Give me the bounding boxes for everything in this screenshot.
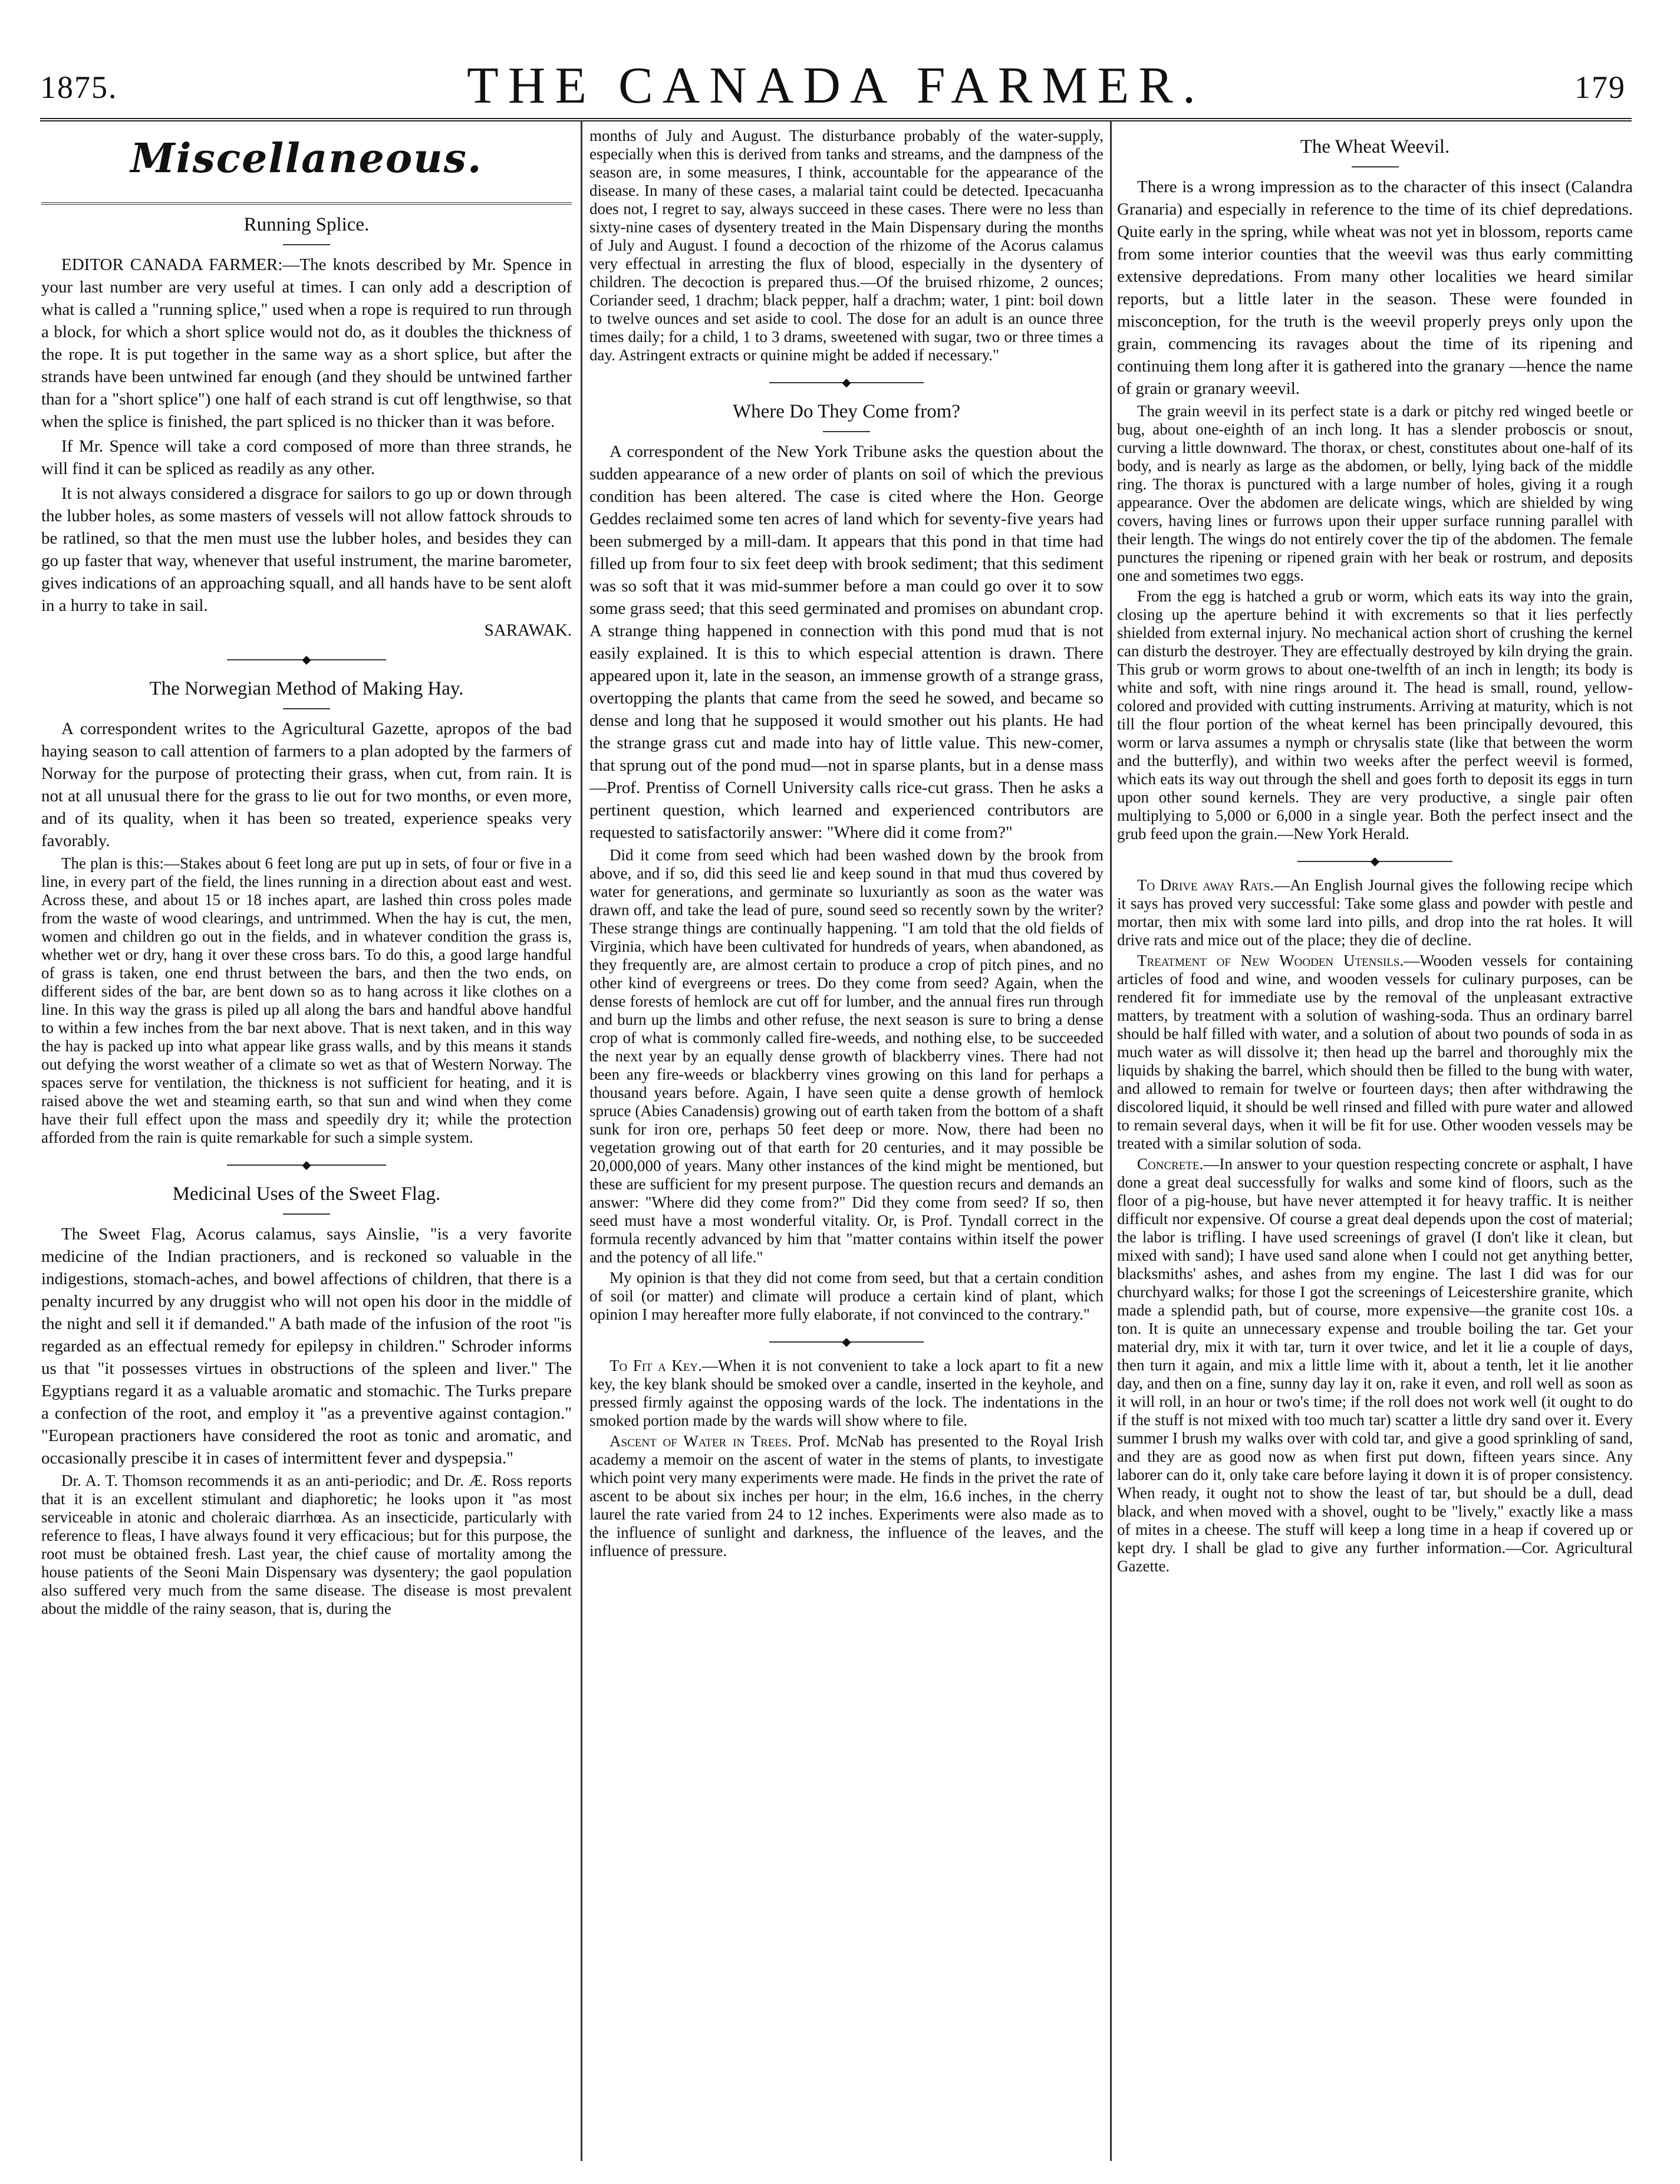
article-signature: SARAWAK. xyxy=(484,621,572,640)
article-paragraph: There is a wrong impression as to the character of this insect (Calandra Granaria) and especially in reference to the time of its chief depredations. Quite early in the spring, while wheat was not yet in blossom, reports came from some interior counties that the weevil was thus early committing extensive depredations. From many other localities we heard similar reports, but a little later in the season. These were founded in misconception, for the truth is the weevil properly preys only upon the grain, commencing its ravages about the time of its ripening and continuing them long after it is gathered into the granary —hence the name of grain or granary weevil. xyxy=(1117,177,1633,398)
item-lead: Ascent of Water in Trees. xyxy=(610,1432,792,1450)
item-concrete xyxy=(1117,1155,1633,1575)
article-title-wheat-weevil: The Wheat Weevil. xyxy=(1300,136,1450,157)
page-number: 179 xyxy=(1574,70,1626,105)
article-paragraph: It is not always considered a disgrace for sailors to go up or down through the lubber holes, as some masters of vessels will not allow fattock shrouds to be ratlined, so that the men must use the lubber holes, and besides they can go up faster that way, whenever that useful instrument, the marine barometer, gives indications of an approaching squall, and all hands have to be sent aloft in a hurry to take in sail. xyxy=(41,484,572,615)
issue-year: 1875. xyxy=(40,70,118,105)
article-paragraph: My opinion is that they did not come from seed, but that a certain condition of soil (or matter) and climate will produce a certain kind of plant, which opinion I may hereafter more fully elaborate, if not convinced to the contrary." xyxy=(589,1269,1103,1323)
article-separator xyxy=(1117,853,1633,870)
item-lead: To Drive away Rats. xyxy=(1137,876,1274,894)
column-divider-2 xyxy=(1110,121,1112,2161)
column-divider-1 xyxy=(581,121,582,2161)
item-lead: Concrete. xyxy=(1137,1155,1204,1173)
article-paragraph: EDITOR CANADA FARMER:—The knots described by Mr. Spence in your last number are very useful at times. I can only add a description of what is called a "running splice," used when a rope is required to run through a block, for which a short splice would not do, as it doubles the thickness of the rope. It is put together in the same way as a short splice, but after the strands have been untwined far enough (and they should be untwined farther than for a "short splice") one half of each strand is cut off lengthwise, so that when the splice is finished, the part spliced is no thicker than it was before. xyxy=(41,255,572,431)
article-paragraph: The plan is this:—Stakes about 6 feet long are put up in sets, of four or five in a line, in every part of the field, the lines running in a direction about east and west. Across these, and about 15 or 18 inches apart, are lashed thin cross poles made from the waste of wood clearings, and untrimmed. When the hay is cut, the men, women and children go out in the fields, and in whatever condition the grass is, whether wet or dry, hang it over these cross bars. To do this, a good large handful of grass is taken, one end thrust between the bars, and then the two ends, on different sides of the bar, are bent down so as to hang across it like clothes on a line. In this way the grass is piled up all along the bars and handful above handful to within a few inches from the bar next above. That is next taken, and in this way the hay is packed up into what appear like grass walls, and by this means it stands out defying the worst weather of a climate so wet as that of Western Norway. The spaces serve for ventilation, the thickness is not sufficient for heating, and it is raised above the wet and steaming earth, so that sun and wind when they come have their full effect upon the mass and speedily dry it; while the protection afforded from the rain is quite remarkable for such a simple system. xyxy=(41,854,572,1146)
item-text: —When it is not convenient to take a lock apart to fit a new key, the key blank should be smoked over a candle, inserted in the keyhole, and pressed firmly against the opposing wards of the lock. The indentations in the smoked portion made by the wards will show where to file. xyxy=(589,1357,1103,1429)
item-drive-away-rats xyxy=(1117,876,1633,949)
article-title-running-splice: Running Splice. xyxy=(243,214,370,235)
column-1 xyxy=(41,127,572,2164)
article-paragraph: Dr. A. T. Thomson recommends it as an anti-periodic; and Dr. Æ. Ross reports that it is an excellent stimulant and diaphoretic; he looks upon it "as most serviceable in atonic and choleraic diarrhœa. As an insecticide, particularly with reference to fleas, I have always found it very efficacious; but for this purpose, the root must be obtained fresh. Last year, the chief cause of mortality among the house patients of the Seoni Main Dispensary was dysentery; the gaol population also suffered very much from the same disease. The disease is most prevalent about the middle of the rainy season, that is, during the xyxy=(41,1472,572,1617)
title-underline xyxy=(1352,166,1399,167)
article-paragraph: The grain weevil in its perfect state is a dark or pitchy red winged beetle or bug, about one-eighth of an inch long. It has a slender proboscis or snout, curving a little downward. The thorax, or chest, constitutes about one-half of its body, and is nearly as large as the abdomen, or belly, lying back of the middle ring. The thorax is punctured with a large number of holes, giving it a rough appearance. Over the abdomen are delicate wings, which are shielded by wing covers, having lines or furrows upon their upper surface running parallel with their length. The wings do not entirely cover the tip of the abdomen. The female punctures the ripening or ripened grain with her beak or rostrum, and deposits one and sometimes two eggs. xyxy=(1117,402,1633,584)
section-title: Miscellaneous. xyxy=(130,135,483,182)
item-lead: To Fit a Key. xyxy=(610,1357,702,1374)
item-text: Prof. McNab has presented to the Royal Irish academy a memoir on the ascent of water in the stems of plants, to investigate which point very many experiments were made. He finds in the privet the rate of ascent to be about six inches per hour; in the elm, 16.6 inches, in the cherry laurel the rate varied from 24 to 12 inches. Experiments were also made as to the influence of sunlight and darkness, the influence of the leaves, and the influence of pressure. xyxy=(589,1432,1103,1560)
title-underline xyxy=(823,431,870,432)
item-text: —Wooden vessels for containing articles of food and wine, and wooden vessels for culinary purposes, can be rendered fit for immediate use by the removal of the unpleasant extractive matters, by treatment with a solution of washing-soda. Thus an ordinary barrel should be half filled with water, and a solution of about two pounds of soda in as much water as will dissolve it; then head up the barrel and thoroughly mix the liquids by shaking the barrel, which should then be filled to the bung with water, and allowed to remain for twelve or fourteen days; then after withdrawing the discolored liquid, it should be well rinsed and filled with pure water and allowed to remain several days, when it will be fit for use. Other wooden vessels may be treated with a similar solution of soda. xyxy=(1117,952,1633,1152)
item-fit-a-key xyxy=(589,1357,1103,1430)
article-separator xyxy=(41,1156,572,1174)
column-2 xyxy=(589,127,1103,2164)
article-title-where-do-they-come-from: Where Do They Come from? xyxy=(732,401,961,422)
article-paragraph: A correspondent writes to the Agricultural Gazette, apropos of the bad haying season to call attention of farmers to a plan adopted by the farmers of Norway for the purpose of protecting their grass, when cut, from rain. It is not at all unusual there for the grass to lie out for two months, or even more, and of its quality, when it has been so treated, experience speaks very favorably. xyxy=(41,719,572,850)
newspaper-title: THE CANADA FARMER. xyxy=(466,57,1205,114)
article-paragraph: From the egg is hatched a grub or worm, which eats its way into the grain, closing up the aperture behind it with excrements so that it lies perfectly shielded from external injury. No mechanical action short of crushing the kernel can disturb the destroyer. They are effectually destroyed by kiln drying the grain. This grub or worm grows to about one-twelfth of an inch in length; its body is white and soft, with nine rings around it. The head is small, round, yellow-colored and provided with cutting instruments. Arriving at maturity, which is not till the flour portion of the wheat kernel has been principally devoured, this worm or larva assumes a nymph or chrysalis state (like that between the worm and the butterfly), and within two weeks after the perfect weevil is formed, which eats its way out through the shell and goes forth to deposit its eggs in turn upon other sound kernels. They are very productive, a single pair often multiplying to 5,000 or 6,000 in a single year. Both the perfect insect and the grub feed upon the grain.—New York Herald. xyxy=(1117,587,1633,843)
masthead-rule xyxy=(40,118,1632,121)
item-ascent-of-water xyxy=(589,1432,1103,1560)
article-separator xyxy=(589,374,1103,392)
section-rule xyxy=(41,202,572,205)
masthead xyxy=(40,56,1632,115)
title-underline xyxy=(283,708,330,709)
article-separator xyxy=(589,1333,1103,1351)
article-separator xyxy=(41,651,572,669)
article-title-sweet-flag: Medicinal Uses of the Sweet Flag. xyxy=(172,1183,441,1205)
column-3 xyxy=(1117,127,1633,2164)
article-paragraph: Did it come from seed which had been washed down by the brook from above, and if so, did this seed lie and keep sound in that mud thus covered by water for generations, and germinate so luxuriantly as soon as the water was drawn off, and take the lead of pure, sound seed so recently sown by the writer? These strange things are continually happening. "I am told that the old fields of Virginia, which have been cultivated for hundreds of years, when abandoned, as they frequently are, are almost certain to produce a crop of pitch pines, and no other kind of evergreens or trees. Do they come from seed? Again, when the dense forests of hemlock are cut off for lumber, and the annual fires run through and burn up the limbs and other refuse, the next season is sure to bring a dense crop of what is commonly called fire-weeds, and nothing else, to be succeeded the next year by an equally dense growth of blackberry vines. There had not been any fire-weeds or blackberry vines growing on this land for perhaps a thousand years before. Again, I have seen quite a dense growth of hemlock spruce (Abies Canadensis) growing out of earth taken from the bottom of a shaft sunk for iron ore, perhaps 50 feet deep or more. Now, there had been no vegetation growing out of that earth for 20 centuries, and it may possible be 20,000,000 of years. Many other instances of the kind might be mentioned, but these are sufficient for my present purpose. The question recurs and demands an answer: "Where did they come from?" Did they come from seed? If so, then seed must have a most wonderful vitality. Or, is Prof. Tyndall correct in the formula recently advanced by him that "matter contains within itself the power and the potency of all life." xyxy=(589,846,1103,1266)
article-paragraph: A correspondent of the New York Tribune asks the question about the sudden appearance of a new order of plants on soil of which the previous condition has been altered. The case is cited where the Hon. George Geddes reclaimed some ten acres of land which for seventy-five years had been submerged by a mill-dam. It appears that this pond in that time had filled up from four to six feet deep with brook sediment; that this sediment was so soft that it was mid-summer before a man could go over it to sow some grass seed; that this seed germinated and promises on abundant crop. A strange thing happened in connection with this pond mud that is not easily explained. It is this to which especial attention is drawn. There appeared upon it, late in the season, an immense growth of a strange grass, overtopping the plants that came from the seed he sowed, and became so dense and long that he supposed it would smother out his plants. He had the strange grass cut and made into hay of little value. This new-comer, that sprung out of the pond mud—not in sparse plants, but in a dense mass—Prof. Prentiss of Cornell University calls rice-cut grass. Then he asks a pertinent question, which learned and experienced contributors are requested to satisfactorily answer: "Where did it come from?" xyxy=(589,442,1103,842)
item-wooden-utensils xyxy=(1117,952,1633,1153)
item-text: —In answer to your question respecting concrete or asphalt, I have done a great deal successfully for walks and some kind of floors, such as the floor of a pig-house, but have never attempted it for heavy traffic. It is neither difficult nor expensive. Of course a great deal depends upon the cost of material; the labor is trifling. I have used screenings of gravel (I don't like it clean, but mixed with sand); I have used sand alone when I could not get anything better, blacksmiths' ashes, and ashes from my engine. The last I did was for our churchyard walks; for those I got the screenings of Leicestershire granite, which made a splendid path, but of course, more expensive—the granite cost 10s. a ton. It is quite an unnecessary expense and trouble boiling the tar. Get your material dry, mix it with tar, turn it over twice, and let it lie a couple of days, then turn it again, and mix a little lime with it, about a tenth, let it lie another day, and then on a fine, sunny day lay it on, rake it even, and roll well as soon as it will roll, in an hour or two's time; if the roll does not work well (it ought to do if the stuff is not mixed with too much tar) scatter a little dry sand over it. Every summer I brush my walks over with cold tar, and give a good sprinkling of sand, and they are as good now as when first put down, fifteen years since. Any laborer can do it, only take care before laying it down it is of proper consistency. When ready, it ought not to show the least of tar, but should be a dull, dead black, and when moved with a shovel, ought to be "lively," exactly like a mass of mites in a cheese. The stuff will keep a long time in a heap if covered up or kept dry. I shall be glad to give any further information.—Cor. Agricultural Gazette. xyxy=(1117,1155,1633,1575)
title-underline xyxy=(283,244,330,245)
item-lead: Treatment of New Wooden Utensils. xyxy=(1137,952,1404,969)
article-title-norwegian-hay: The Norwegian Method of Making Hay. xyxy=(149,678,464,699)
article-continuation: months of July and August. The disturbance probably of the water-supply, especially when this is derived from tanks and streams, and the dampness of the season are, in some measures, I think, accountable for the appearance of the disease. In many of these cases, a malarial taint could be detected. Ipecacuanha does not, I regret to say, always succeed in these cases. There were no less than sixty-nine cases of dysentery treated in the Main Dispensary during the months of July and August. I found a decoction of the rhizome of the Acorus calamus very effectual in arresting the flux of blood, especially in the dysentery of children. The decoction is prepared thus.—Of the bruised rhizome, 2 ounces; Coriander seed, 1 drachm; black pepper, half a drachm; water, 1 pint: boil down to twelve ounces and set aside to cool. The dose for an adult is an ounce three times daily; for a child, 1 to 3 drams, sweetened with sugar, two or three times a day. Astringent extracts or quinine might be added if necessary." xyxy=(589,127,1103,364)
article-paragraph: If Mr. Spence will take a cord composed of more than three strands, he will find it can be spliced as readily as any other. xyxy=(41,437,572,478)
item-text: —An English Journal gives the following recipe which it says has proved very successful: Take some glass and powder with pestle and mortar, then mix with some lard into pills, and drop into the rat holes. It will drive rats and mice out of the place; they die of decline. xyxy=(1117,876,1633,949)
title-underline xyxy=(283,1213,330,1215)
article-paragraph: The Sweet Flag, Acorus calamus, says Ainslie, "is a very favorite medicine of the Indian practioners, and is reckoned so valuable in the indigestions, stomach-aches, and bowel affections of children, that there is a penalty incurred by any druggist who will not open his door in the middle of the night and sell it if demanded." A bath made of the infusion of the root "is regarded as an effectual remedy for epilepsy in children." Schroder informs us that "it possesses virtues in obstructions of the spleen and liver." The Egyptians regard it as a valuable aromatic and stomachic. The Turks prepare a confection of the root, and employ it "as a preventive against contagion." "European practioners have considered the root as tonic and aromatic, and occasionally prescibe it in cases of intermittent fever and dyspepsia." xyxy=(41,1225,572,1468)
